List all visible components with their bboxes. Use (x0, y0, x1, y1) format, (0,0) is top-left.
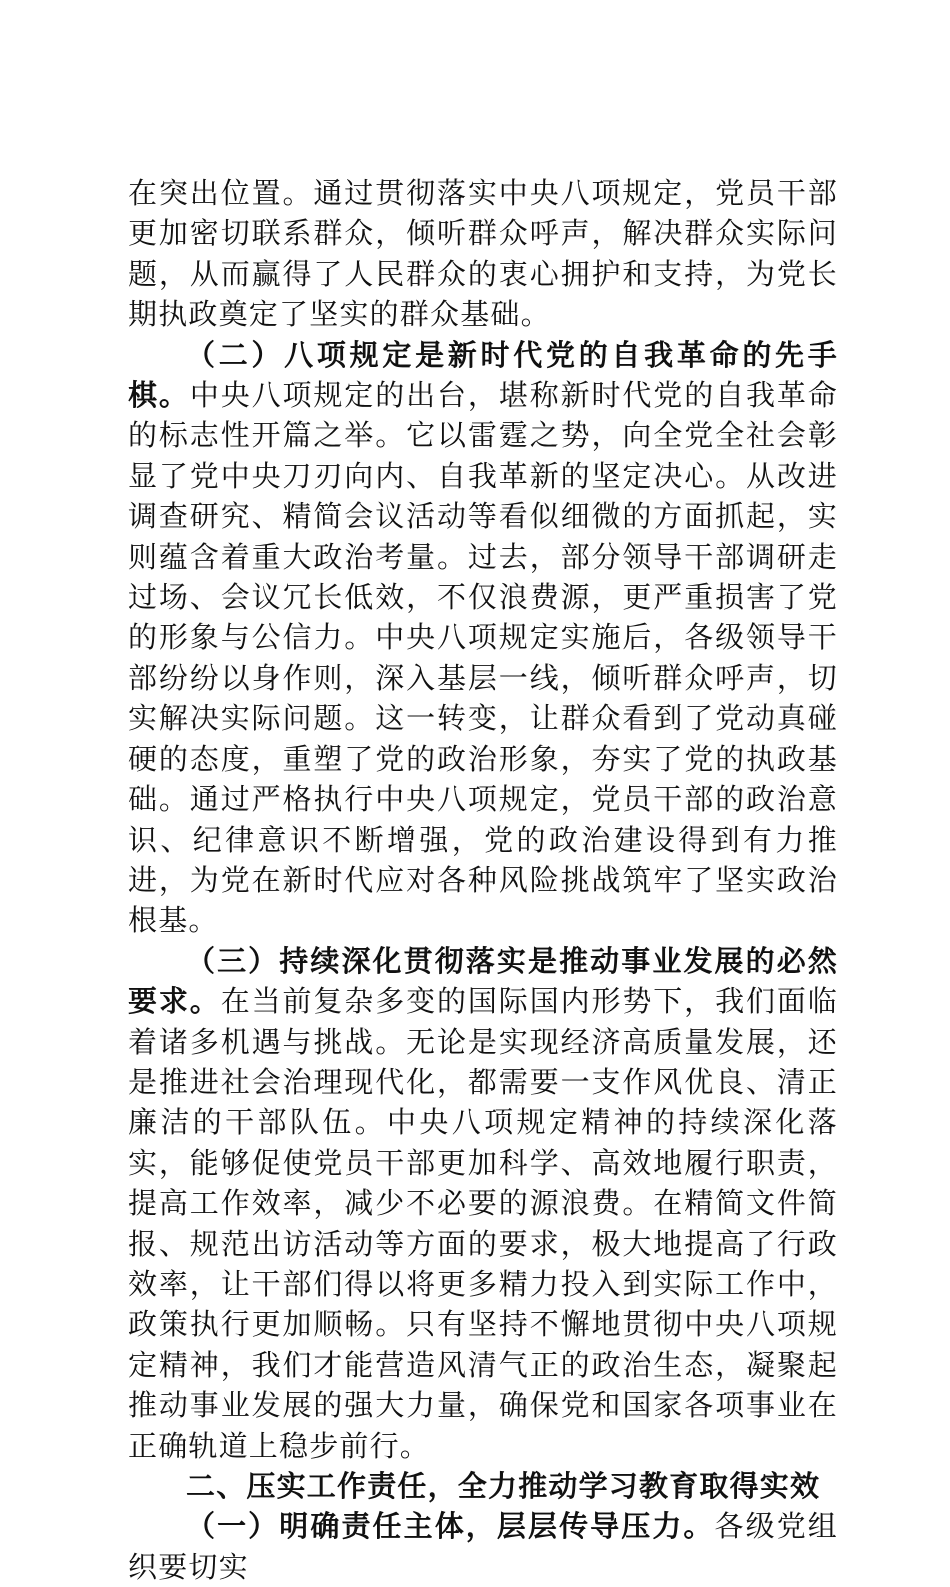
document-body (128, 173, 838, 1587)
paragraph-text: 各级党组织要切实 (128, 1509, 838, 1584)
paragraph-text: 在当前复杂多变的国际国内形势下，我们面临着诸多机遇与挑战。无论是实现经济高质量发展，还是推进社会治理现代化，都需要一支作风优良、清正廉洁的干部队伍。中央八项规定精神的持续深化落实，能够促使党员干部更加科学、高效地履行职责，提高工作效率，减少不必要的源浪费。在精简文件简报、规范出访活动等方面的要求，极大地提高了行政效率，让干部们得以将更多精力投入到实际工作中，政策执行更加顺畅。只有坚持不懈地贯彻中央八项规定精神，我们才能营造风清气正的政治生态，凝聚起推动事业发展的强大力量，确保党和国家各项事业在正确轨道上稳步前行。 (128, 984, 838, 1463)
paragraph-lead: （一）明确责任主体，层层传导压力。 (186, 1509, 715, 1544)
paragraph-lead: （三）持续深化贯彻落实是推动事业发展的必然要求。 (128, 943, 838, 1019)
paragraph-text: 中央八项规定的出台，堪称新时代党的自我革命的标志性开篇之举。它以雷霆之势，向全党全社会彰显了党中央刀刃向内、自我革新的坚定决心。从改进调查研究、精简会议活动等看似细微的方面抓起，实则蕴含着重大政治考量。过去，部分领导干部调研走过场、会议冗长低效，不仅浪费源，更严重损害了党的形象与公信力。中央八项规定实施后，各级领导干部纷纷以身作则，深入基层一线，倾听群众呼声，切实解决实际问题。这一转变，让群众看到了党动真碰硬的态度，重塑了党的政治形象，夯实了党的执政基础。通过严格执行中央八项规定，党员干部的政治意识、纪律意识不断增强，党的政治建设得到有力推进，为党在新时代应对各种风险挑战筑牢了坚实政治根基。 (128, 378, 839, 938)
paragraph-responsibility (128, 1506, 838, 1587)
section-heading: 二、压实工作责任，全力推动学习教育取得实效 (186, 1469, 821, 1503)
paragraph-deepen-implementation (128, 941, 838, 1466)
paragraph-eight-rules-self-revolution (128, 335, 838, 941)
paragraph-text: 在突出位置。通过贯彻落实中央八项规定，党员干部更加密切联系群众，倾听群众呼声，解决群众实际问题，从而赢得了人民群众的衷心拥护和支持，为党长期执政奠定了坚实的群众基础。 (128, 176, 838, 332)
paragraph-continuation (128, 173, 838, 335)
paragraph-lead: （二）八项规定是新时代党的自我革命的先手棋。 (128, 337, 838, 413)
